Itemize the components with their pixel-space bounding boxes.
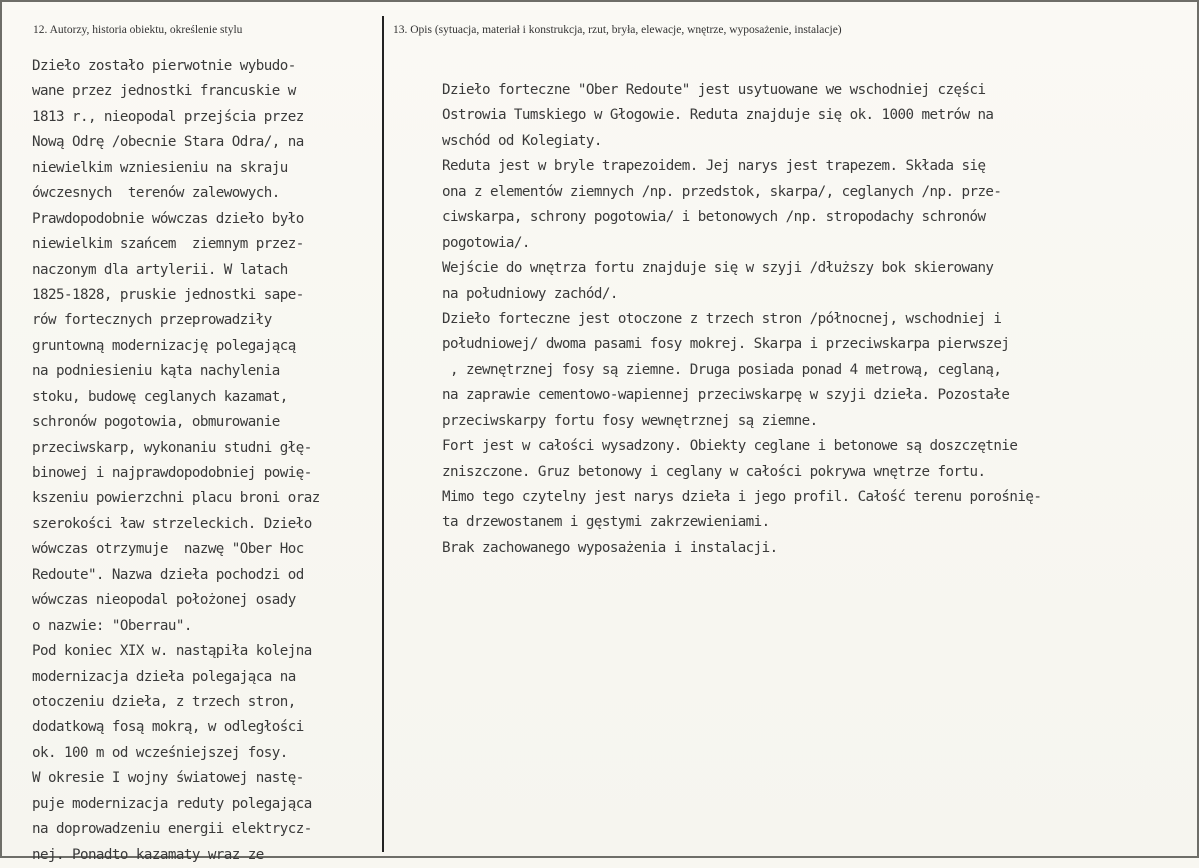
text-line: wschód od Kolegiaty. (442, 132, 602, 149)
column-divider (382, 16, 384, 852)
text-line: binowej i najprawdopodobniej powię- (32, 465, 312, 481)
text-line: przeciwskarp, wykonaniu studni głę- (32, 439, 312, 456)
text-line: Nową Odrę /obecnie Stara Odra/, na (32, 134, 304, 151)
text-line: Dzieło zostało pierwotnie wybudo- (32, 58, 296, 74)
text-line: Wejście do wnętrza fortu znajduje się w szyji /dłuższy bok skierowany (442, 260, 994, 277)
text-line: pogotowia/. (442, 234, 530, 251)
text-line: południowej/ dwoma pasami fosy mokrej. Skarpa i przeciwskarpa pierwszej (442, 336, 1010, 353)
text-line: ówczesnych terenów zalewowych. (32, 185, 280, 202)
text-line: Brak zachowanego wyposażenia i instalacji. (442, 539, 778, 556)
text-line: niewielkim szańcem ziemnym przez- (32, 236, 304, 253)
text-line: Redoute". Nazwa dzieła pochodzi od (32, 566, 304, 583)
text-line: gruntowną modernizację polegającą (32, 337, 296, 354)
text-line: przeciwskarpy fortu fosy wewnętrznej są ziemne. (442, 412, 818, 429)
text-line: modernizacja dzieła polegająca na (32, 668, 296, 685)
section-12-heading: 12. Autorzy, historia obiektu, określenie stylu (33, 24, 243, 36)
text-line: otoczeniu dzieła, z trzech stron, (32, 693, 296, 710)
text-line: Dzieło forteczne jest otoczone z trzech stron /północnej, wschodniej i (442, 310, 1002, 327)
history-text-column (32, 54, 320, 868)
text-line: niewielkim wzniesieniu na skraju (32, 159, 288, 176)
section-13-heading: 13. Opis (sytuacja, materiał i konstrukcja, rzut, bryła, elewacje, wnętrze, wyposażenie, instalacje) (393, 24, 842, 36)
text-line: kszeniu powierzchni placu broni oraz (32, 490, 320, 507)
text-line: Pod koniec XIX w. nastąpiła kolejna (32, 643, 312, 660)
text-line: Mimo tego czytelny jest narys dzieła i jego profil. Całość terenu porośnię- (442, 489, 1042, 505)
text-line: stoku, budowę ceglanych kazamat, (32, 388, 288, 405)
text-line: Dzieło forteczne "Ober Redoute" jest usytuowane we wschodniej części (442, 82, 986, 98)
text-line: na zaprawie cementowo-wapiennej przeciwskarpę w szyji dzieła. Pozostałe (442, 387, 1010, 404)
text-line: puje modernizacja reduty polegająca (32, 795, 312, 812)
description-text-column (442, 78, 1041, 561)
text-line: o nazwie: "Oberrau". (32, 617, 192, 634)
text-line: zniszczone. Gruz betonowy i ceglany w całości pokrywa wnętrze fortu. (442, 463, 986, 480)
text-line: nej. Ponadto kazamaty wraz ze (32, 846, 264, 863)
text-line: schronów pogotowia, obmurowanie (32, 414, 280, 431)
text-line: , zewnętrznej fosy są ziemne. Druga posiada ponad 4 metrową, ceglaną, (442, 361, 1002, 378)
text-line: ona z elementów ziemnych /np. przedstok, skarpa/, ceglanych /np. prze- (442, 183, 1002, 200)
text-line: szerokości ław strzeleckich. Dzieło (32, 515, 312, 532)
text-line: Reduta jest w bryle trapezoidem. Jej narys jest trapezem. Składa się (442, 158, 986, 175)
text-line: ok. 100 m od wcześniejszej fosy. (32, 744, 288, 761)
text-line: na południowy zachód/. (442, 285, 618, 302)
text-line: 1813 r., nieopodal przejścia przez (32, 108, 304, 125)
text-line: naczonym dla artylerii. W latach (32, 261, 288, 278)
text-line: Fort jest w całości wysadzony. Obiekty ceglane i betonowe są doszczętnie (442, 438, 1018, 455)
text-line: wówczas otrzymuje nazwę "Ober Hoc (32, 541, 304, 558)
text-line: na doprowadzeniu energii elektrycz- (32, 821, 312, 838)
text-line: dodatkową fosą mokrą, w odległości (32, 719, 304, 736)
text-line: 1825-1828, pruskie jednostki sape- (32, 286, 304, 303)
text-line: ta drzewostanem i gęstymi zakrzewieniami. (442, 514, 770, 531)
text-line: na podniesieniu kąta nachylenia (32, 363, 280, 380)
text-line: wane przez jednostki francuskie w (32, 83, 296, 100)
text-line: rów fortecznych przeprowadziły (32, 312, 272, 329)
text-line: ciwskarpa, schrony pogotowia/ i betonowych /np. stropodachy schronów (442, 209, 986, 226)
text-line: W okresie I wojny światowej nastę- (32, 770, 304, 787)
text-line: Prawdopodobnie wówczas dzieło było (32, 210, 304, 227)
text-line: wówczas nieopodal położonej osady (32, 592, 296, 609)
text-line: Ostrowia Tumskiego w Głogowie. Reduta znajduje się ok. 1000 metrów na (442, 107, 994, 124)
